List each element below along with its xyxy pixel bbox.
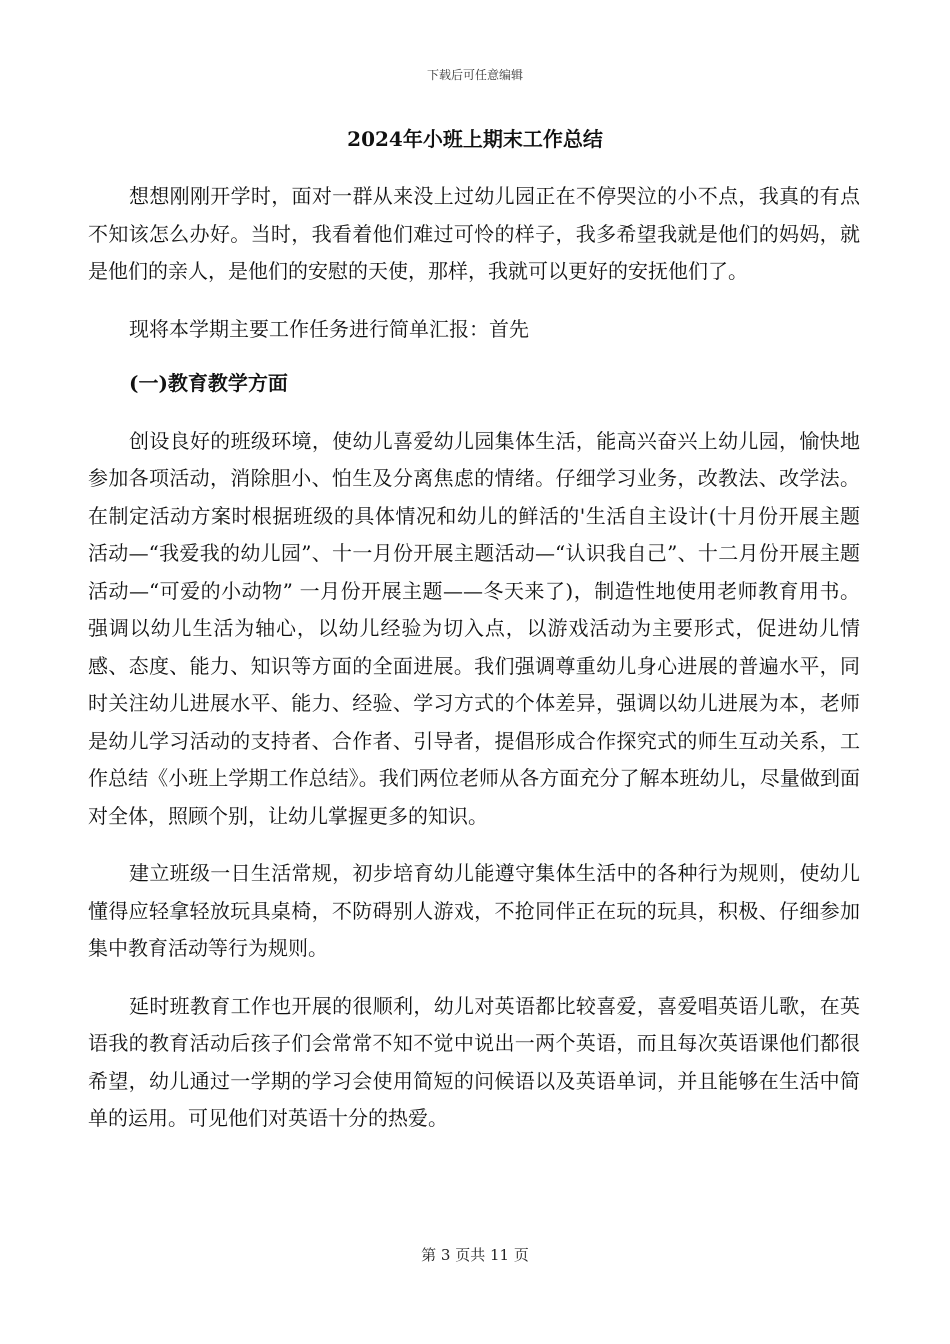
page-number: 第 3 页共 11 页	[421, 1246, 529, 1264]
document-title: 2024年小班上期末工作总结	[347, 127, 603, 151]
document-body	[88, 178, 860, 1158]
teaching-paragraph: 创设良好的班级环境，使幼儿喜爱幼儿园集体生活，能高兴奋兴上幼儿园，愉快地参加各项活动，消除胆小、怕生及分离焦虑的情绪。仔细学习业务，改教法、改学法。在制定活动方案时根据班级的具体情况和幼儿的鲜活的'生活自主设计(十月份开展主题活动—“我爱我的幼儿园”、十一月份开展主题活动—“认识我自己”、十二月份开展主题活动—“可爱的小动物” 一月份开展主题——冬天来了)，制造性地使用老师教育用书。强调以幼儿生活为轴心，以幼儿经验为切入点，以游戏活动为主要形式，促进幼儿情感、态度、能力、知识等方面的全面进展。我们强调尊重幼儿身心进展的普遍水平，同时关注幼儿进展水平、能力、经验、学习方式的个体差异，强调以幼儿进展为本，老师是幼儿学习活动的支持者、合作者、引导者，提倡形成合作探究式的师生互动关系，工作总结《小班上学期工作总结》。我们两位老师从各方面充分了解本班幼儿，尽量做到面对全体，照顾个别，让幼儿掌握更多的知识。	[88, 428, 860, 828]
english-paragraph: 延时班教育工作也开展的很顺利，幼儿对英语都比较喜爱，喜爱唱英语儿歌，在英语我的教育活动后孩子们会常常不知不觉中说出一两个英语，而且每次英语课他们都很希望，幼儿通过一学期的学习会使用简短的问候语以及英语单词，并且能够在生活中简单的运用。可见他们对英语十分的热爱。	[88, 993, 860, 1130]
intro-paragraph: 想想刚刚开学时，面对一群从来没上过幼儿园正在不停哭泣的小不点，我真的有点不知该怎么办好。当时，我看着他们难过可怜的样子，我多希望我就是他们的妈妈，就是他们的亲人，是他们的安慰的天使，那样，我就可以更好的安抚他们了。	[88, 184, 860, 283]
page-header: 下载后可任意编辑	[426, 68, 523, 82]
section-heading: (一)教育教学方面	[129, 371, 288, 395]
summary-intro-paragraph: 现将本学期主要工作任务进行简单汇报：首先	[129, 316, 529, 341]
routine-paragraph: 建立班级一日生活常规，初步培育幼儿能遵守集体生活中的各种行为规则，使幼儿懂得应轻拿轻放玩具桌椅，不防碍别人游戏，不抢同伴正在玩的玩具，积极、仔细参加集中教育活动等行为规则。	[88, 861, 860, 960]
